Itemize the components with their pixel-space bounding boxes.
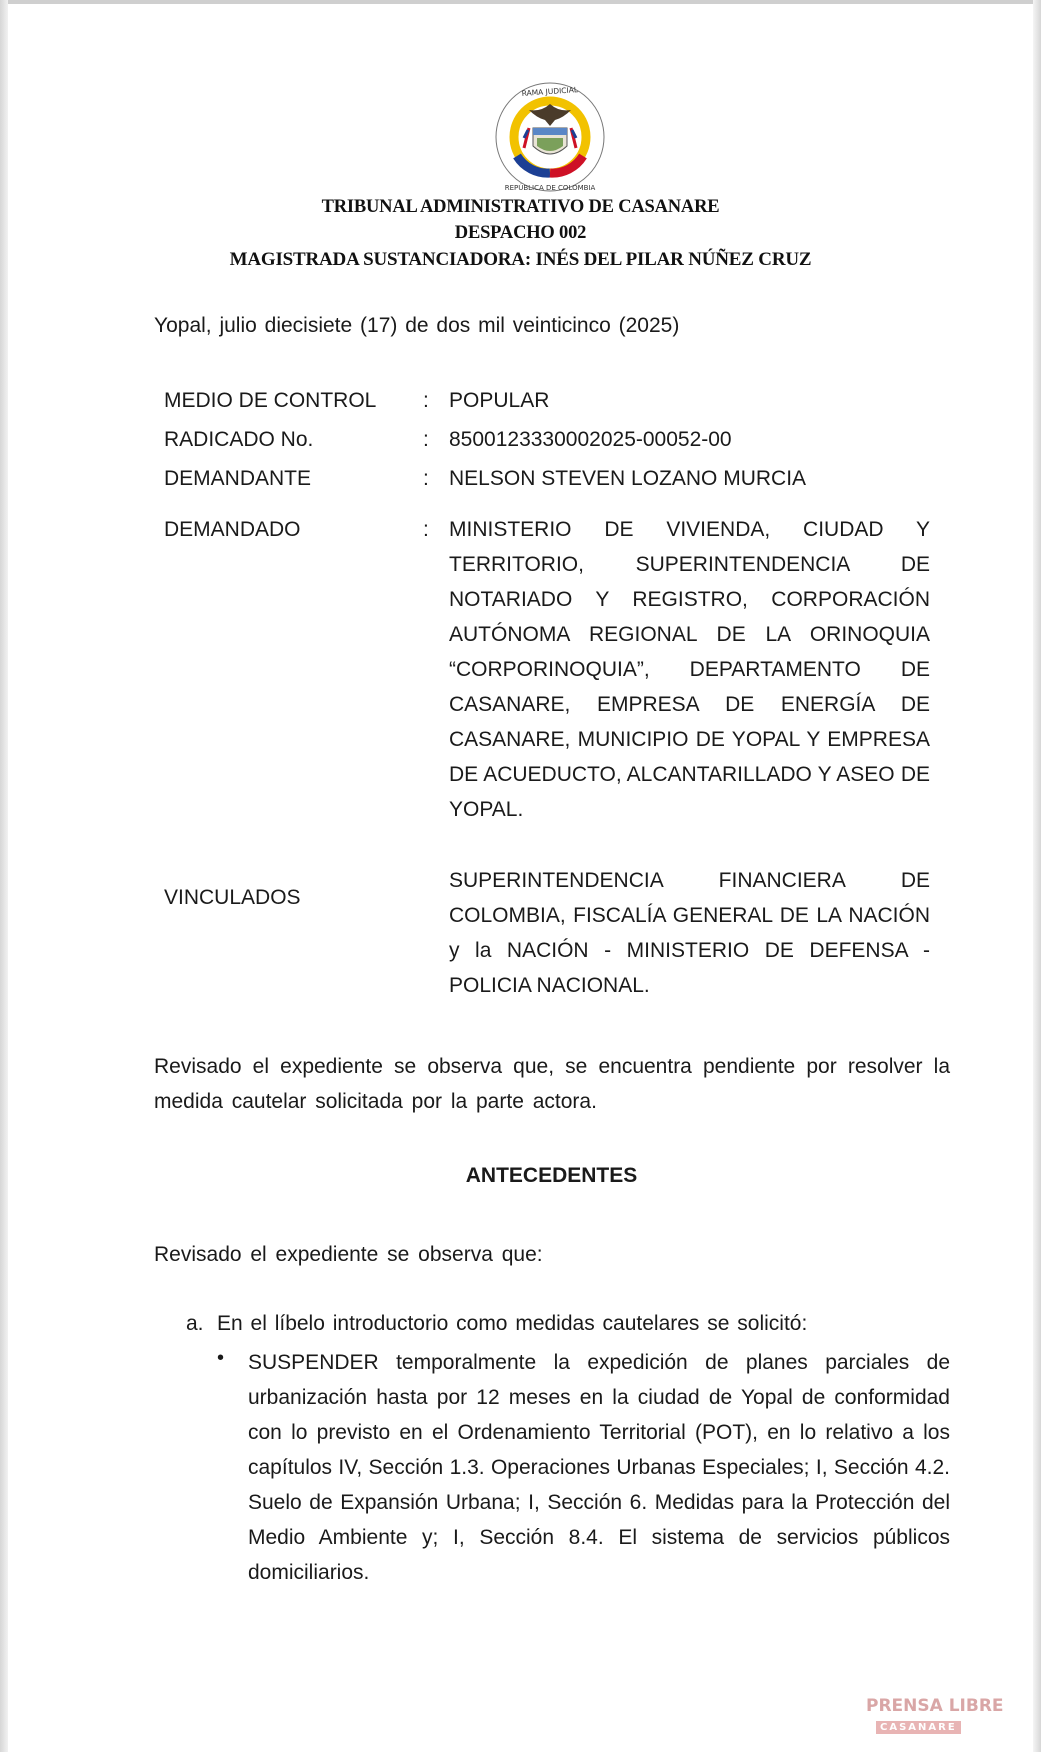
date-line: Yopal, julio diecisiete (17) de dos mil veinticinco (2025) [154, 314, 680, 337]
field-colon: : [423, 428, 429, 451]
field-value-medio: POPULAR [449, 389, 550, 412]
field-label-demandante: DEMANDANTE [164, 467, 312, 490]
field-colon: : [423, 389, 429, 412]
bullet-item-text: SUSPENDER temporalmente la expedición de planes parciales de urbanización hasta por 12 meses en la ciudad de Yopal de conformidad con lo previsto en el Ordenamiento Territorial (POT), en lo relativo a los capítulos IV, Sección 1.3. Operaciones Urbanas Especiales; I, Sección 4.2. Suelo de Expansión Urbana; I, Sección 6. Medidas para la Protección del Medio Ambiente y; I, Sección 8.4. El sistema de servicios públicos domiciliarios. [248, 1351, 950, 1584]
field-value-radicado: 8500123330002025-00052-00 [449, 428, 732, 451]
section-heading: ANTECEDENTES [465, 1164, 638, 1187]
court-name: TRIBUNAL ADMINISTRATIVO DE CASANARE [321, 197, 720, 217]
svg-text:RAMA JUDICIAL: RAMA JUDICIAL [521, 85, 579, 98]
antecedentes-intro: Revisado el expediente se observa que: [154, 1243, 543, 1266]
office-name: DESPACHO 002 [454, 223, 587, 243]
watermark-line-1: PRENSA LIBRE [866, 1696, 1004, 1716]
bullet-icon: • [217, 1347, 225, 1369]
judicial-seal-logo [493, 80, 607, 194]
field-label-medio: MEDIO DE CONTROL [164, 389, 377, 412]
field-label-demandado: DEMANDADO [164, 518, 301, 541]
field-value-demandante: NELSON STEVEN LOZANO MURCIA [449, 467, 807, 490]
field-value-vinculados: SUPERINTENDENCIA FINANCIERA DE COLOMBIA, FISCALÍA GENERAL DE LA NACIÓN y la NACIÓN - MINISTERIO DE DEFENSA - POLICIA NACIONAL. [449, 869, 930, 997]
svg-text:REPÚBLICA DE COLOMBIA: REPÚBLICA DE COLOMBIA [504, 184, 596, 192]
field-colon: : [423, 518, 429, 541]
field-colon: : [423, 467, 429, 490]
magistrate-line: MAGISTRADA SUSTANCIADORA: INÉS DEL PILAR NÚÑEZ CRUZ [229, 249, 812, 270]
field-label-vinculados: VINCULADOS [164, 886, 301, 909]
list-item-marker: a. [186, 1312, 204, 1335]
watermark-line-2: CASANARE [876, 1721, 961, 1734]
field-label-radicado: RADICADO No. [164, 428, 314, 451]
prensa-libre-watermark-logo [866, 1696, 1004, 1737]
list-item-text: En el líbelo introductorio como medidas cautelares se solicitó: [217, 1312, 808, 1335]
intro-paragraph: Revisado el expediente se observa que, se encuentra pendiente por resolver la medida cautelar solicitada por la parte actora. [154, 1055, 950, 1113]
page-top-edge [0, 0, 1041, 4]
field-value-demandado: MINISTERIO DE VIVIENDA, CIUDAD Y TERRITORIO, SUPERINTENDENCIA DE NOTARIADO Y REGISTRO, CORPORACIÓN AUTÓNOMA REGIONAL DE LA ORINOQUIA “CORPORINOQUIA”, DEPARTAMENTO DE CASANARE, EMPRESA DE ENERGÍA DE CASANARE, MUNICIPIO DE YOPAL Y EMPRESA DE ACUEDUCTO, ALCANTARILLADO Y ASEO DE YOPAL. [449, 518, 930, 821]
